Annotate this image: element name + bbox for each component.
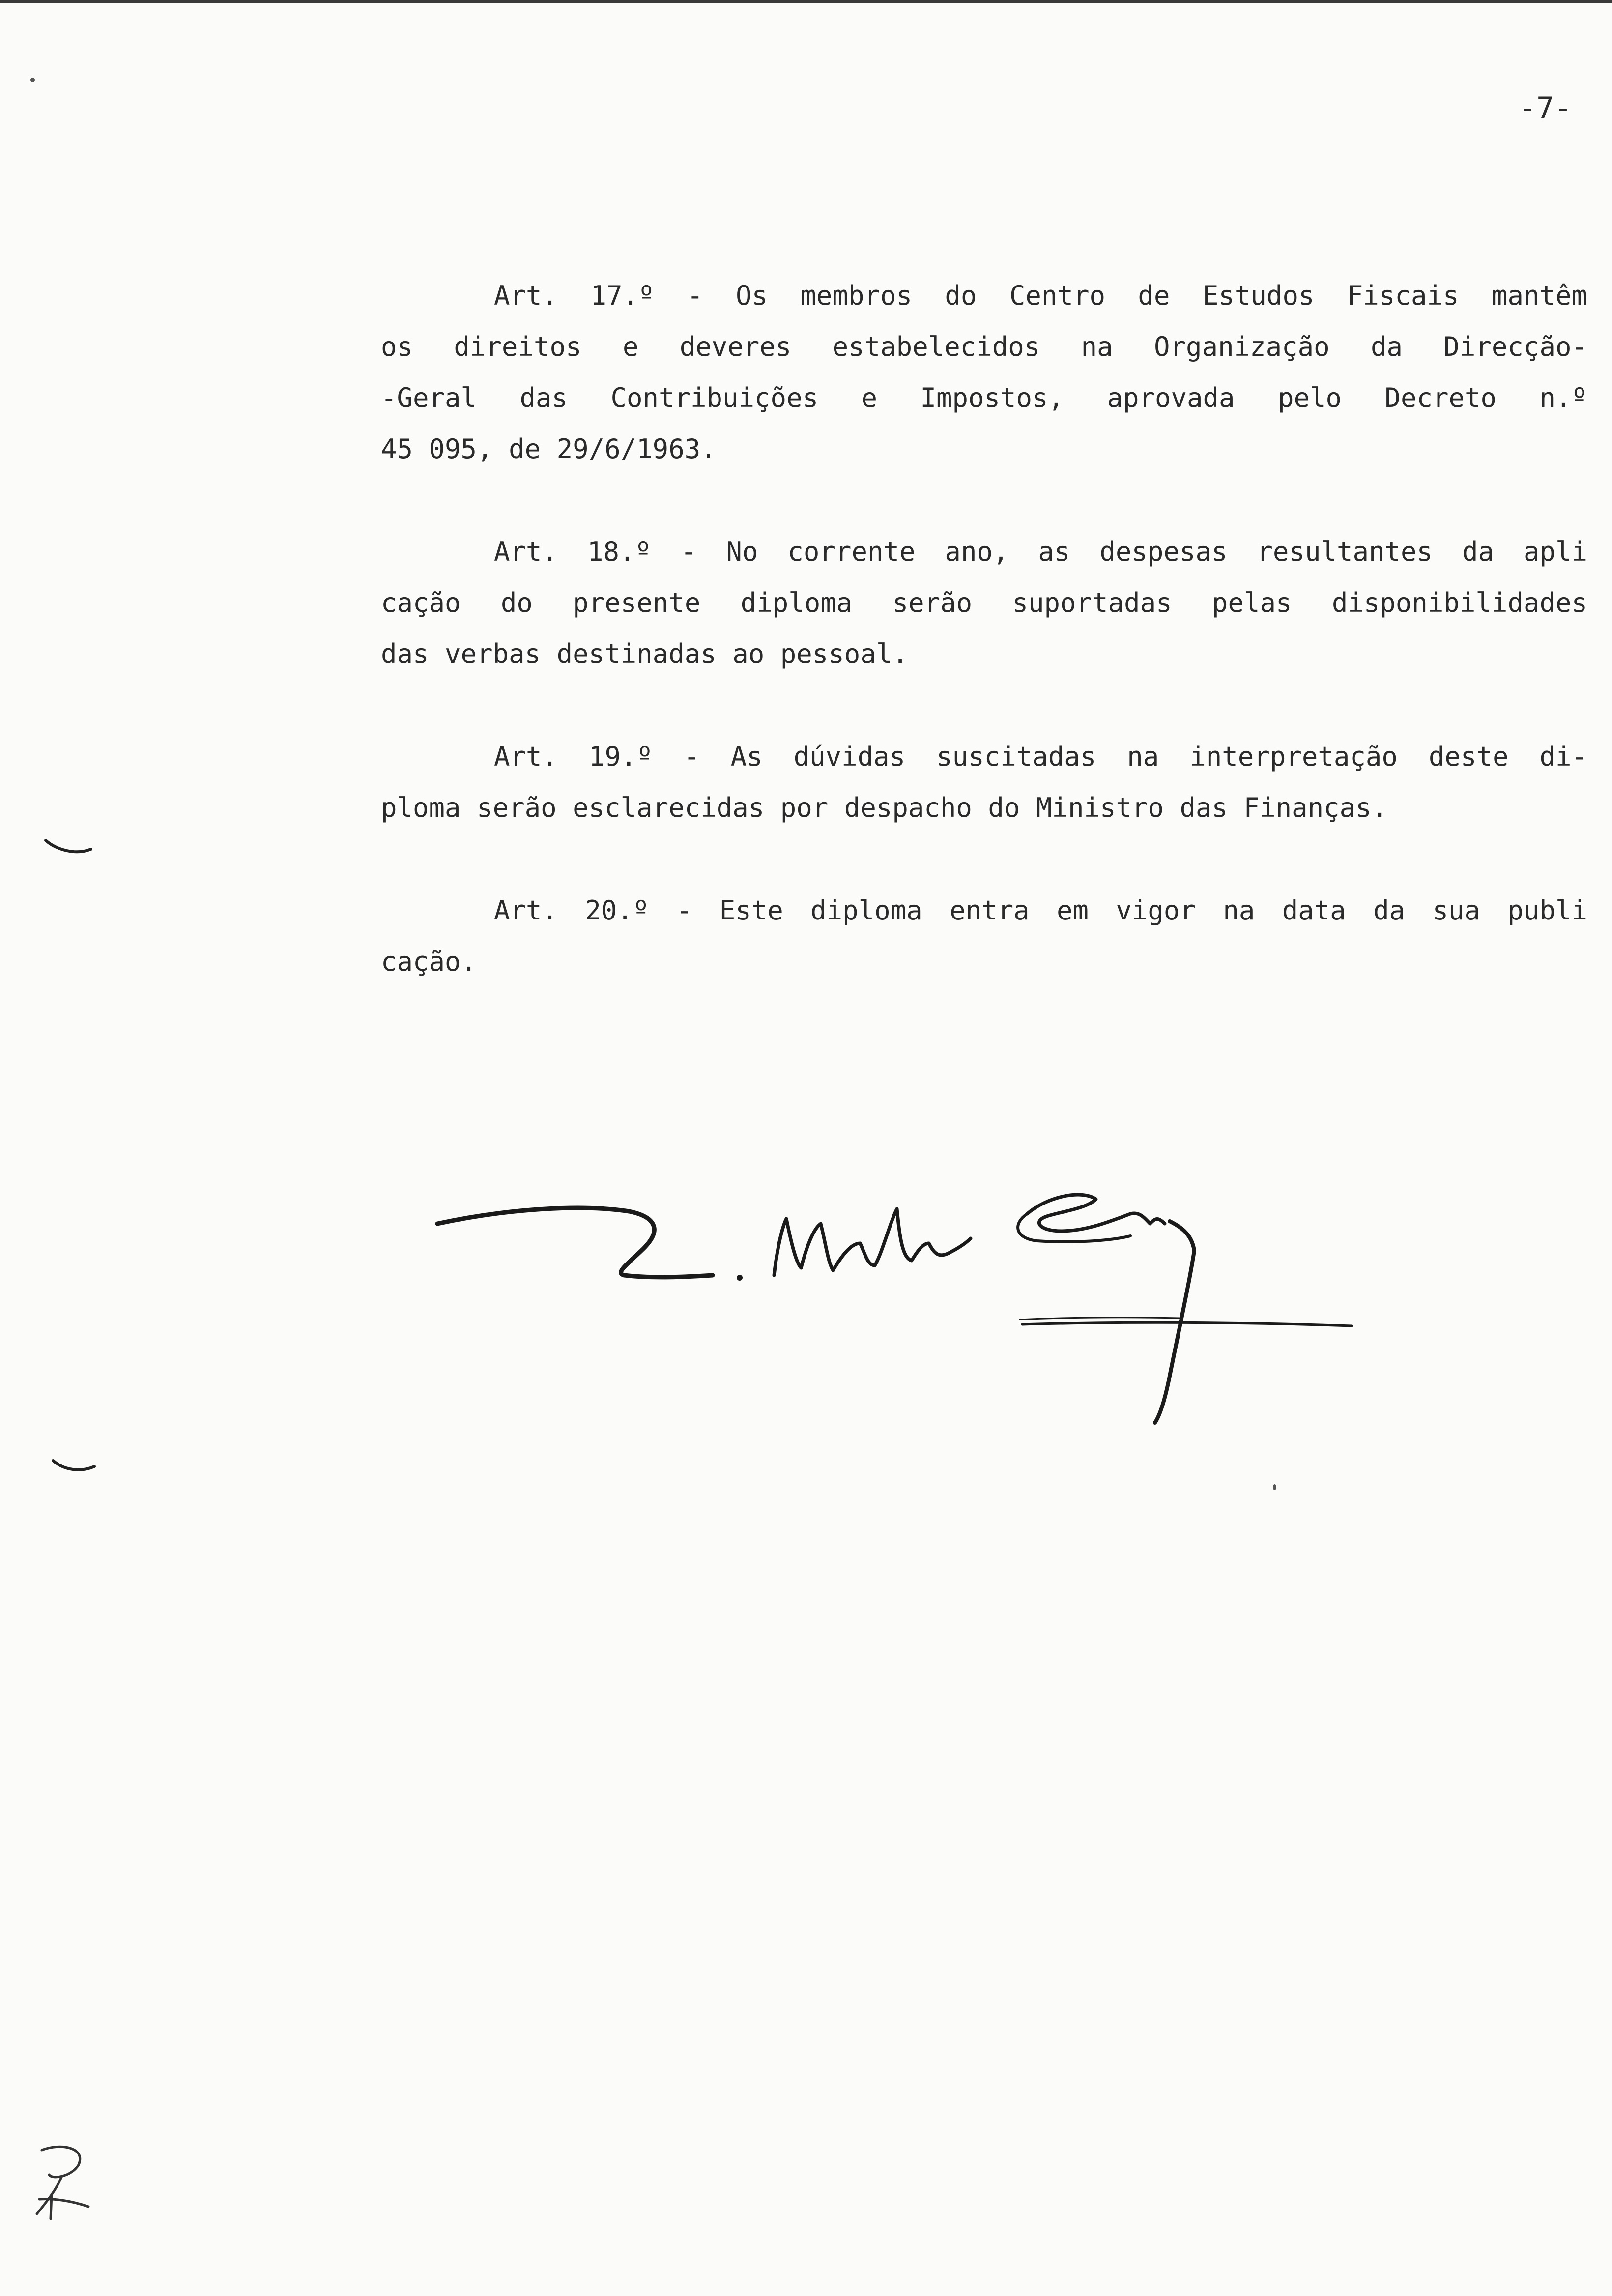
text-line: 45 095, de 29/6/1963. <box>381 433 717 464</box>
text-line: cação. <box>381 946 477 977</box>
handwritten-signature <box>432 1170 1415 1474</box>
text-line: Art. 18.º - No corrente ano, as despesas resultantes da apli <box>494 536 1587 567</box>
text-line: Art. 20.º - Este diploma entra em vigor na data da sua publi <box>494 895 1587 926</box>
text-line: ploma serão esclarecidas por despacho do Ministro das Finanças. <box>381 792 1388 823</box>
text-line: -Geral das Contribuições e Impostos, aprovada pelo Decreto n.º <box>381 382 1587 413</box>
top-border-line <box>0 0 1612 3</box>
article-19 <box>381 731 1587 833</box>
scan-speck <box>1273 1484 1276 1490</box>
text-line: das verbas destinadas ao pessoal. <box>381 638 908 669</box>
article-17 <box>381 270 1587 475</box>
text-line: Art. 17.º - Os membros do Centro de Estudos Fiscais mantêm <box>494 280 1587 311</box>
article-20 <box>381 885 1587 987</box>
margin-tick-mark <box>49 1455 98 1479</box>
margin-tick-mark <box>42 835 96 865</box>
text-line: cação do presente diploma serão suportadas pelas disponibilidades <box>381 587 1587 618</box>
page-number: -7- <box>1519 91 1572 125</box>
article-18 <box>381 526 1587 680</box>
scan-speck <box>30 78 35 82</box>
text-line: os direitos e deveres estabelecidos na Organização da Direcção- <box>381 331 1587 362</box>
document-body <box>381 270 1587 1039</box>
text-line: Art. 19.º - As dúvidas suscitadas na interpretação deste di- <box>494 741 1587 772</box>
margin-initials <box>22 2140 96 2224</box>
